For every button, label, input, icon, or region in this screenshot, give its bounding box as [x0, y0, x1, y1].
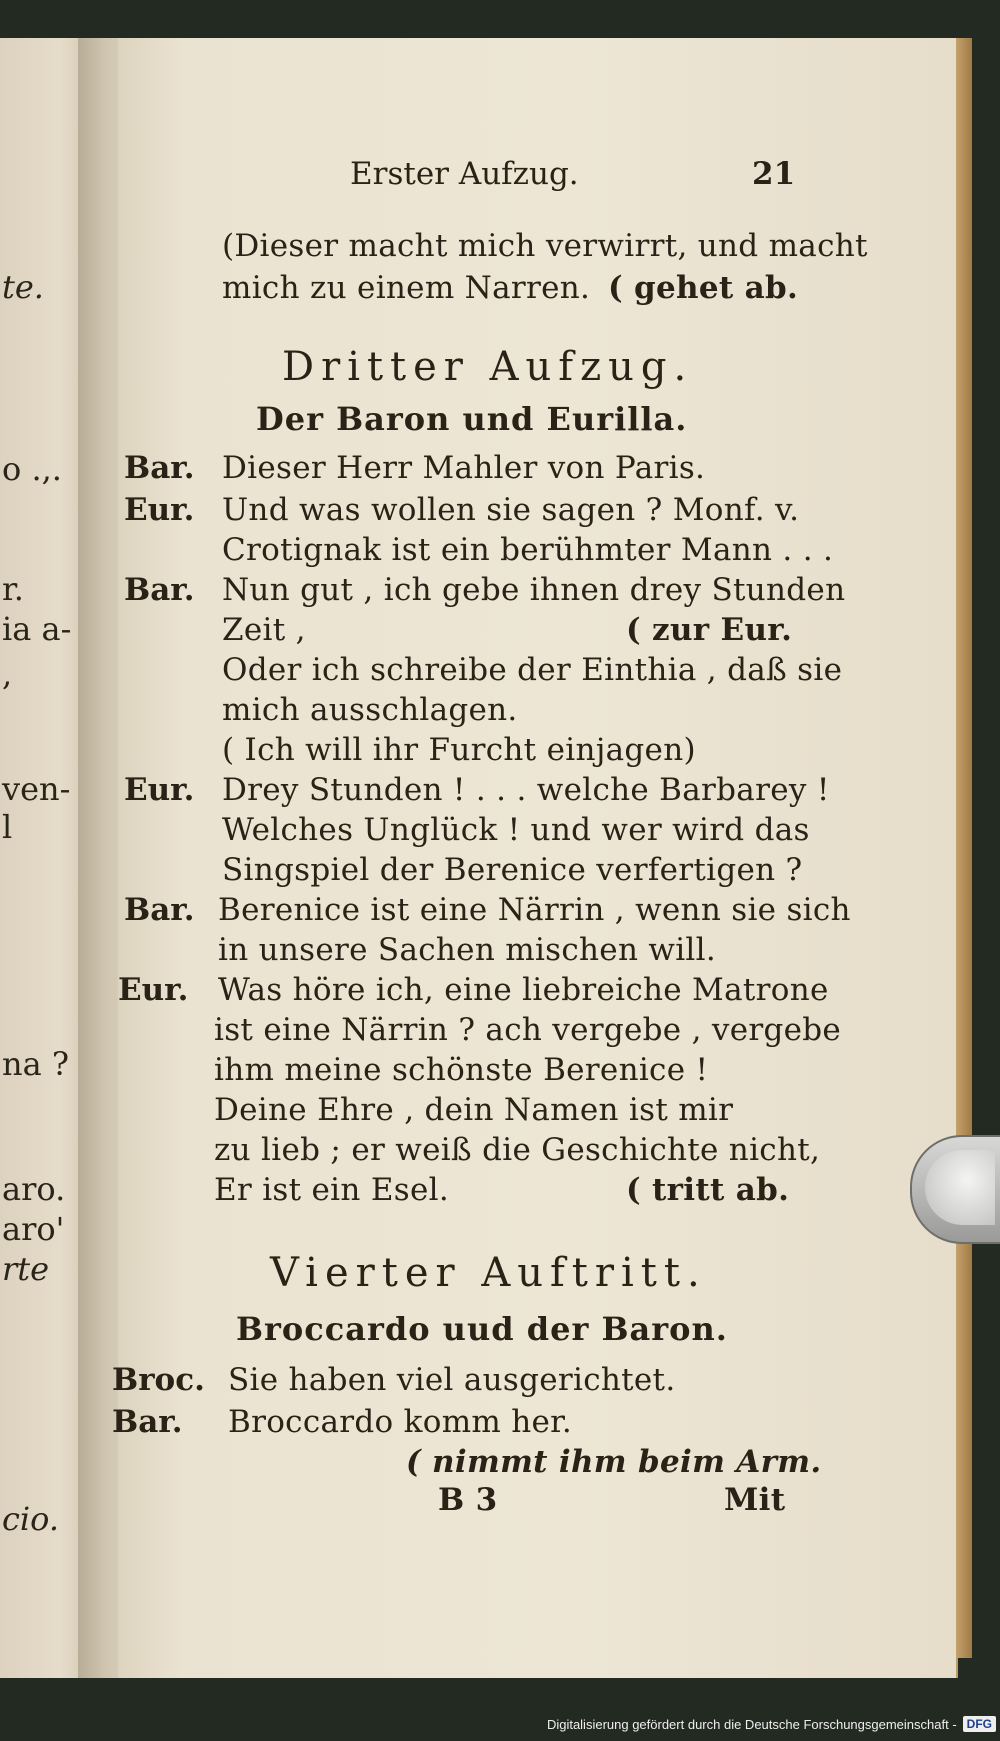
dialogue-line: mich ausschlagen.: [222, 692, 518, 728]
dialogue-line: Deine Ehre , dein Namen ist mir: [214, 1092, 734, 1128]
dialogue-line: Broccardo komm her.: [228, 1404, 573, 1440]
stage-direction: ( zur Eur.: [626, 612, 793, 648]
scene-heading: Dritter Aufzug.: [282, 344, 694, 390]
dialogue-line: Crotignak ist ein berühmter Mann . . .: [222, 532, 834, 568]
stage-direction: ( tritt ab.: [626, 1172, 790, 1208]
dialogue-line: zu lieb ; er weiß die Geschichte nicht,: [214, 1132, 821, 1168]
dialogue-line: Oder ich schreibe der Einthia , daß sie: [222, 652, 843, 688]
left-fragment: ia a-: [2, 610, 72, 648]
left-fragment: cio.: [2, 1500, 60, 1538]
dialogue-line: Dieser Herr Mahler von Paris.: [222, 450, 706, 486]
left-fragment: rte: [2, 1250, 50, 1288]
text-line: (Dieser macht mich verwirrt, und macht: [222, 228, 868, 264]
page-edge: [956, 38, 972, 1658]
speaker-label: Bar.: [112, 1404, 183, 1440]
scene-cast: Der Baron und Eurilla.: [256, 400, 688, 438]
dialogue-line: Er ist ein Esel.: [214, 1172, 449, 1208]
dialogue-line: ihm meine schönste Berenice !: [214, 1052, 709, 1088]
speaker-label: Bar.: [124, 572, 195, 608]
left-fragment: l: [2, 808, 13, 846]
left-fragment: aro.: [2, 1170, 66, 1208]
left-fragment: aro': [2, 1210, 65, 1248]
dialogue-line: Berenice ist eine Närrin , wenn sie sich: [218, 892, 851, 928]
scene-cast: Broccardo uud der Baron.: [236, 1310, 728, 1348]
stage-direction: ( gehet ab.: [608, 270, 799, 306]
dialogue-line: ist eine Närrin ? ach vergebe , vergebe: [214, 1012, 842, 1048]
speaker-label: Bar.: [124, 450, 195, 486]
catchword: Mit: [724, 1482, 786, 1518]
dialogue-line: ( Ich will ihr Furcht einjagen): [222, 732, 696, 768]
text-line: mich zu einem Narren.: [222, 270, 591, 306]
dfg-logo-icon: DFG: [963, 1716, 996, 1732]
left-fragment: r.: [2, 570, 24, 608]
footer-text: Digitalisierung gefördert durch die Deutsche Forschungsgemeinschaft -: [546, 1716, 957, 1732]
dialogue-line: Singspiel der Berenice verfertigen ?: [222, 852, 803, 888]
dialogue-line: Drey Stunden ! . . . welche Barbarey !: [222, 772, 830, 808]
scene-heading: Vierter Auftritt.: [270, 1250, 707, 1296]
left-fragment: ven-: [2, 770, 71, 808]
left-fragment: te.: [2, 268, 44, 306]
left-fragment: o .,.: [2, 450, 62, 488]
dialogue-line: in unsere Sachen mischen will.: [218, 932, 716, 968]
page-tab-highlight: [925, 1150, 995, 1225]
speaker-label: Eur.: [124, 772, 195, 808]
dialogue-line: Nun gut , ich gebe ihnen drey Stunden: [222, 572, 846, 608]
left-fragment: ,: [2, 655, 13, 693]
dialogue-line: Sie haben viel ausgerichtet.: [228, 1362, 676, 1398]
speaker-label: Broc.: [112, 1362, 205, 1398]
speaker-label: Eur.: [118, 972, 189, 1008]
dialogue-line: Welches Unglück ! und wer wird das: [222, 812, 810, 848]
running-head-title: Erster Aufzug.: [350, 156, 579, 192]
footer: [547, 1711, 996, 1737]
speaker-label: Eur.: [124, 492, 195, 528]
stage-direction: ( nimmt ihm beim Arm.: [406, 1444, 822, 1480]
page-number: 21: [752, 156, 796, 192]
left-fragment: na ?: [2, 1045, 70, 1083]
speaker-label: Bar.: [124, 892, 195, 928]
signature-mark: B 3: [438, 1482, 498, 1518]
dialogue-line: Was höre ich, eine liebreiche Matrone: [218, 972, 829, 1008]
dialogue-line: Und was wollen sie sagen ? Monf. v.: [222, 492, 800, 528]
dialogue-line: Zeit ,: [222, 612, 306, 648]
